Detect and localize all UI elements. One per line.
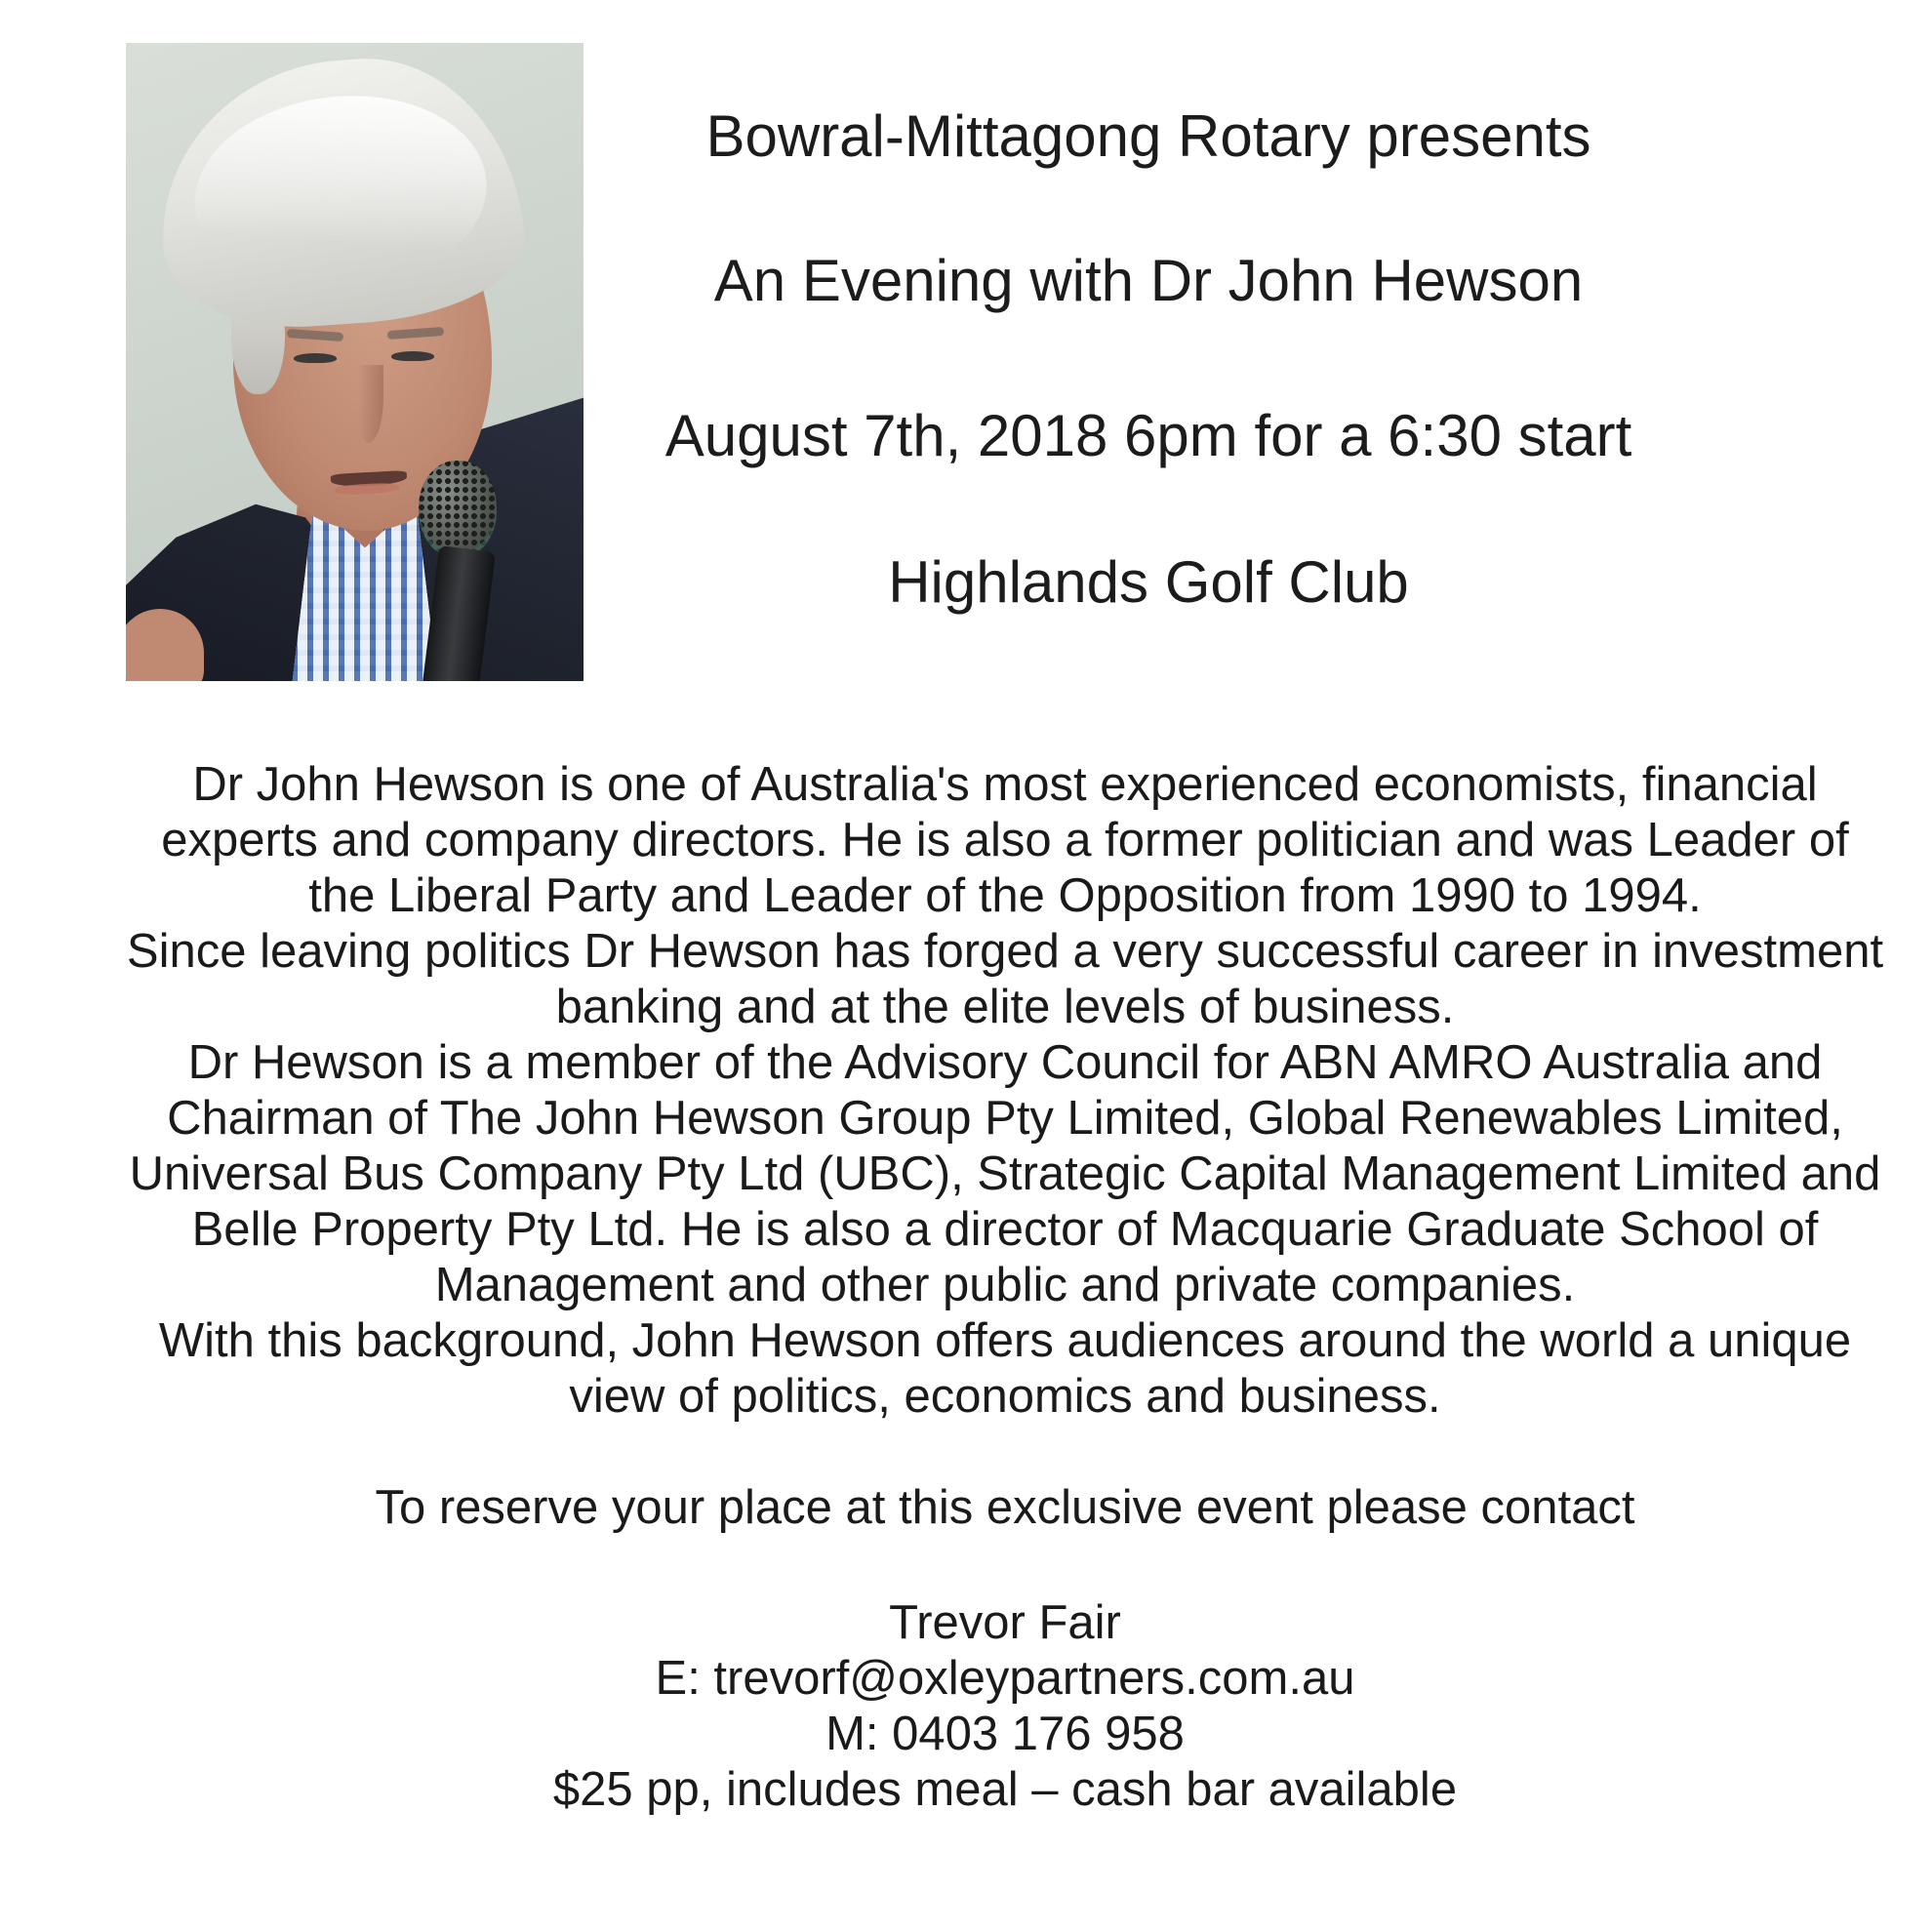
- contact-line: Trevor Fair: [889, 1596, 1121, 1649]
- biography-line: Universal Bus Company Pty Ltd (UBC), Strategic Capital Management Limited and: [129, 1147, 1881, 1200]
- biography-line: Management and other public and private companies.: [434, 1259, 1576, 1311]
- photo-eye: [294, 353, 337, 363]
- photo-eye: [391, 351, 434, 361]
- biography-line: Dr John Hewson is one of Australia's most experienced economists, financial: [192, 758, 1818, 811]
- contact-line: M: 0403 176 958: [825, 1708, 1185, 1760]
- microphone-icon: [419, 461, 497, 558]
- biography-line: With this background, John Hewson offers audiences around the world a unique: [158, 1314, 1852, 1367]
- contact-block: [78, 1595, 1932, 1818]
- header-presents-line: Bowral-Mittagong Rotary presents: [705, 103, 1591, 169]
- biography-line: Belle Property Pty Ltd. He is also a director of Macquarie Graduate School of: [191, 1203, 1819, 1256]
- biography-line: Chairman of The John Hewson Group Pty Limited, Global Renewables Limited,: [167, 1092, 1843, 1145]
- biography-line: experts and company directors. He is also a former politician and was Leader of: [161, 814, 1849, 866]
- header-event-title: An Evening with Dr John Hewson: [713, 248, 1584, 313]
- contact-line: $25 pp, includes meal – cash bar available: [552, 1763, 1458, 1816]
- header-venue: Highlands Golf Club: [888, 549, 1409, 615]
- biography-line: view of politics, economics and business.: [569, 1370, 1441, 1423]
- biography-line: the Liberal Party and Leader of the Opposition from 1990 to 1994.: [308, 869, 1702, 922]
- biography-line: Since leaving politics Dr Hewson has forged a very successful career in investment: [126, 925, 1884, 978]
- header-date-time: August 7th, 2018 6pm for a 6:30 start: [664, 403, 1632, 468]
- reservation-prompt: To reserve your place at this exclusive event please contact: [375, 1481, 1635, 1534]
- biography-line: Dr Hewson is a member of the Advisory Council for ABN AMRO Australia and: [187, 1036, 1823, 1089]
- biography-text: [78, 757, 1932, 1425]
- biography-line: banking and at the elite levels of business.: [555, 981, 1455, 1033]
- contact-line: E: trevorf@oxleypartners.com.au: [655, 1652, 1355, 1705]
